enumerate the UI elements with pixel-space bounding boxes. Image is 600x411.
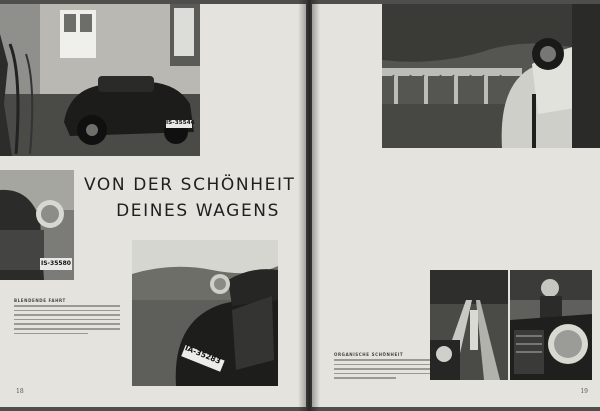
article-title	[84, 172, 296, 224]
left-page	[0, 4, 306, 407]
title-line-1: VON DER SCHÖNHEIT	[84, 175, 296, 195]
page-number-right: 19	[580, 388, 588, 395]
photo-driver-headlight	[510, 270, 592, 380]
plate-left-photo: IS-35580	[41, 260, 71, 267]
caption-right-head: ORGANISCHE SCHÖNHEIT	[334, 352, 404, 357]
caption-right-text-block	[334, 359, 430, 379]
page-number-left: 18	[16, 388, 24, 395]
photo-car-side-mirror	[0, 170, 74, 280]
photo-car-by-house	[0, 4, 200, 156]
title-line-2: DEINES WAGENS	[116, 201, 280, 221]
photo-car-mountains	[132, 240, 278, 386]
caption-left-head: BLENDENDE FAHRT	[14, 298, 66, 303]
caption-right	[334, 352, 430, 382]
caption-left	[14, 298, 120, 337]
photo-railway-tracks	[430, 270, 508, 380]
right-page	[312, 4, 600, 407]
plate-top-photo: IS-35546	[166, 120, 195, 126]
plate-bottom-photo: IA-35283	[183, 343, 223, 366]
caption-left-text-block	[14, 305, 120, 334]
photo-car-viaduct	[382, 4, 600, 148]
